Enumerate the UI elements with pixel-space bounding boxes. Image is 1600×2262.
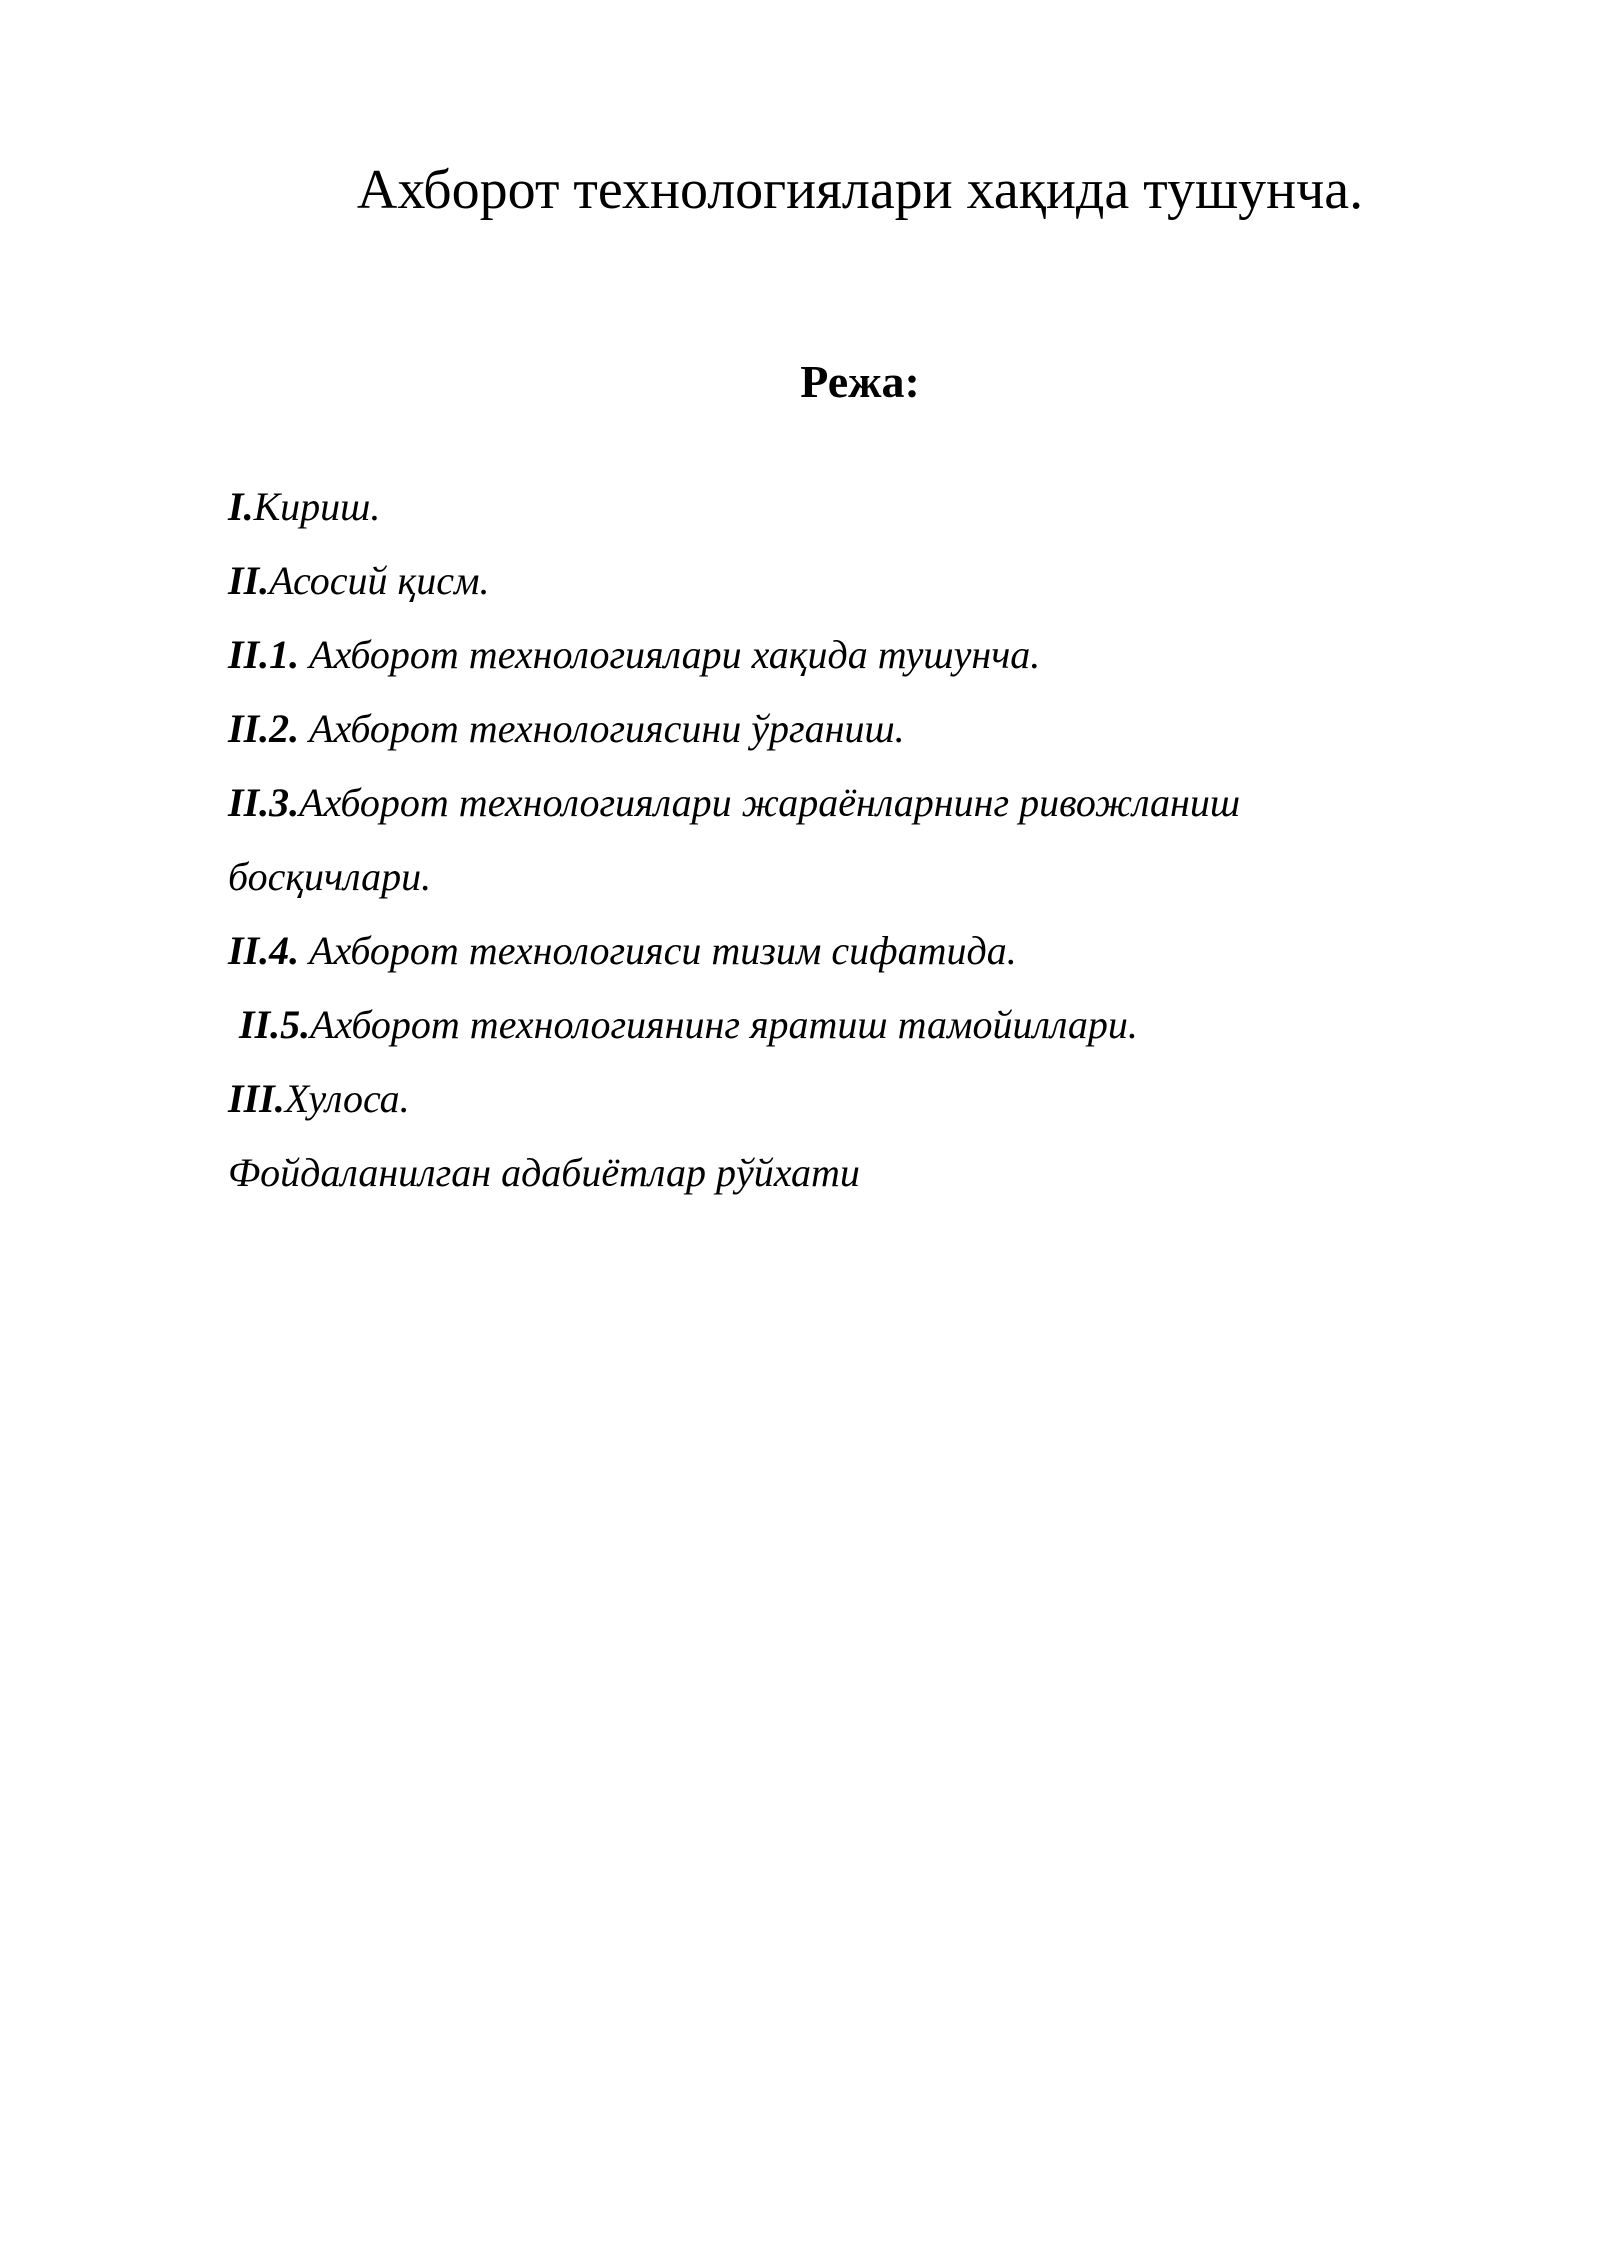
toc-item [228,618,1428,692]
toc-item-text: Ахборот технологияси тизим сифатида. [299,928,1017,973]
table-of-contents [228,470,1428,1210]
toc-item-text: Кириш. [253,484,381,529]
toc-item-number: II.1. [228,632,300,677]
toc-item-number: II. [228,558,270,603]
toc-item-number: II.4. [228,928,300,973]
toc-item-text: Ахборот технологиялари жараёнларнинг ривожланиш [299,780,1241,825]
toc-item [228,1062,1428,1136]
toc-item-text: Хулоса. [284,1076,410,1121]
document-title [0,155,1600,225]
toc-item [228,544,1428,618]
toc-item-text: Ахборот технологиянинг яратиш тамойиллари. [310,1002,1138,1047]
toc-item-text: Фойдаланилган адабиётлар рўйхати [228,1150,860,1195]
toc-item [228,692,1428,766]
toc-item-number: III. [228,1076,285,1121]
plan-heading-text: Режа: [800,356,920,407]
toc-item-text: Асосий қисм. [269,558,490,603]
toc-item-text: Ахборот технологиялари хақида тушунча. [299,632,1041,677]
toc-item-text: Ахборот технологиясини ўрганиш. [299,706,905,751]
toc-item [228,766,1428,840]
toc-item-text: босқичлари. [228,854,432,899]
toc-item-number: I. [228,484,254,529]
toc-item-number: II.2. [228,706,300,751]
toc-item-continuation [228,840,1428,914]
toc-item-number: II.3. [228,780,300,825]
toc-item [228,470,1428,544]
toc-item [228,988,1428,1062]
document-title-text: Ахборот технологиялари хақида тушунча. [356,159,1364,221]
toc-item [228,1136,1428,1210]
toc-item [228,914,1428,988]
plan-heading [0,352,1600,412]
toc-item-number: II.5. [239,1002,311,1047]
